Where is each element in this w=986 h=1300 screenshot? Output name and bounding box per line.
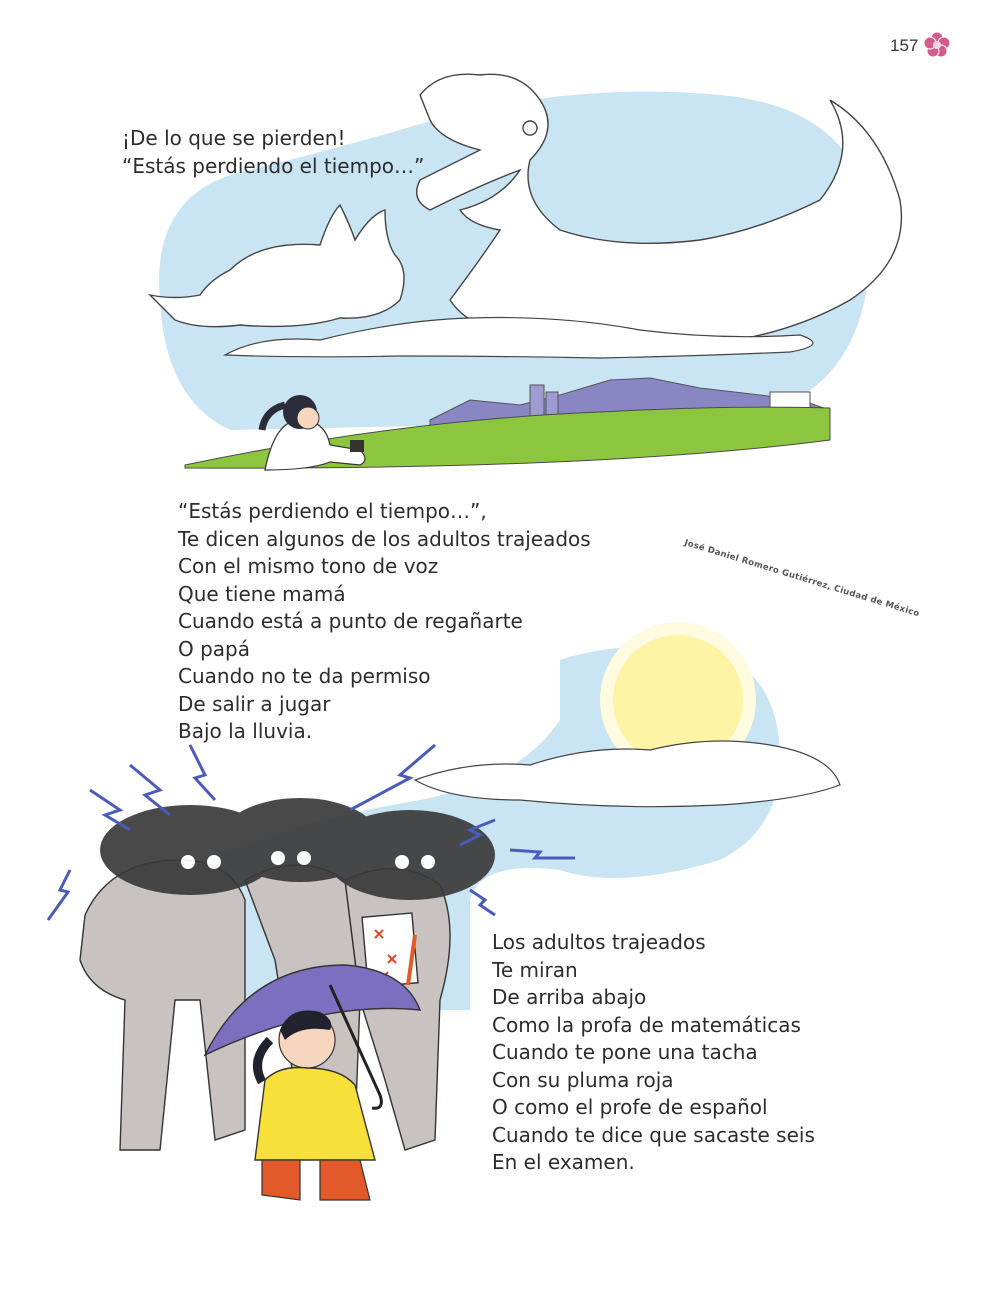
poem-line: Cuando está a punto de regañarte — [178, 609, 523, 633]
poem-line: O como el profe de español — [492, 1095, 768, 1119]
poem-line: Los adultos trajeados — [492, 930, 706, 954]
stanza-3 — [492, 929, 815, 1177]
poem-line: Te miran — [492, 957, 578, 982]
poem-line: Te dicen algunos de los adultos trajeados — [178, 526, 591, 551]
page-number: 157 — [890, 36, 919, 55]
poem-line: “Estás perdiendo el tiempo…” — [122, 153, 425, 178]
poem-line: O papá — [178, 636, 251, 661]
stanza-2 — [178, 498, 591, 746]
poem-line: Cuando te pone una tacha — [492, 1040, 758, 1064]
poem-line: Cuando te dice que sacaste seis — [492, 1122, 815, 1147]
poem-line: “Estás perdiendo el tiempo…”, — [178, 499, 487, 523]
poem-line: Bajo la lluvia. — [178, 719, 313, 743]
poem-line: Que tiene mamá — [178, 581, 346, 606]
poem-line: De arriba abajo — [492, 985, 647, 1009]
poem-line: En el examen. — [492, 1150, 635, 1174]
flat-cloud — [415, 741, 840, 807]
poem-line: De salir a jugar — [178, 691, 331, 716]
poem-line: ¡De lo que se pierden! — [122, 126, 346, 150]
poem-line: Con su pluma roja — [492, 1067, 674, 1092]
author-credit: José Daniel Romero Gutiérrez, Ciudad de México — [683, 538, 921, 620]
stanza-1 — [122, 125, 424, 180]
poem-line: Como la profa de matemáticas — [492, 1012, 801, 1037]
poem-line: Cuando no te da permiso — [178, 664, 431, 688]
poem-line: Con el mismo tono de voz — [178, 554, 439, 578]
